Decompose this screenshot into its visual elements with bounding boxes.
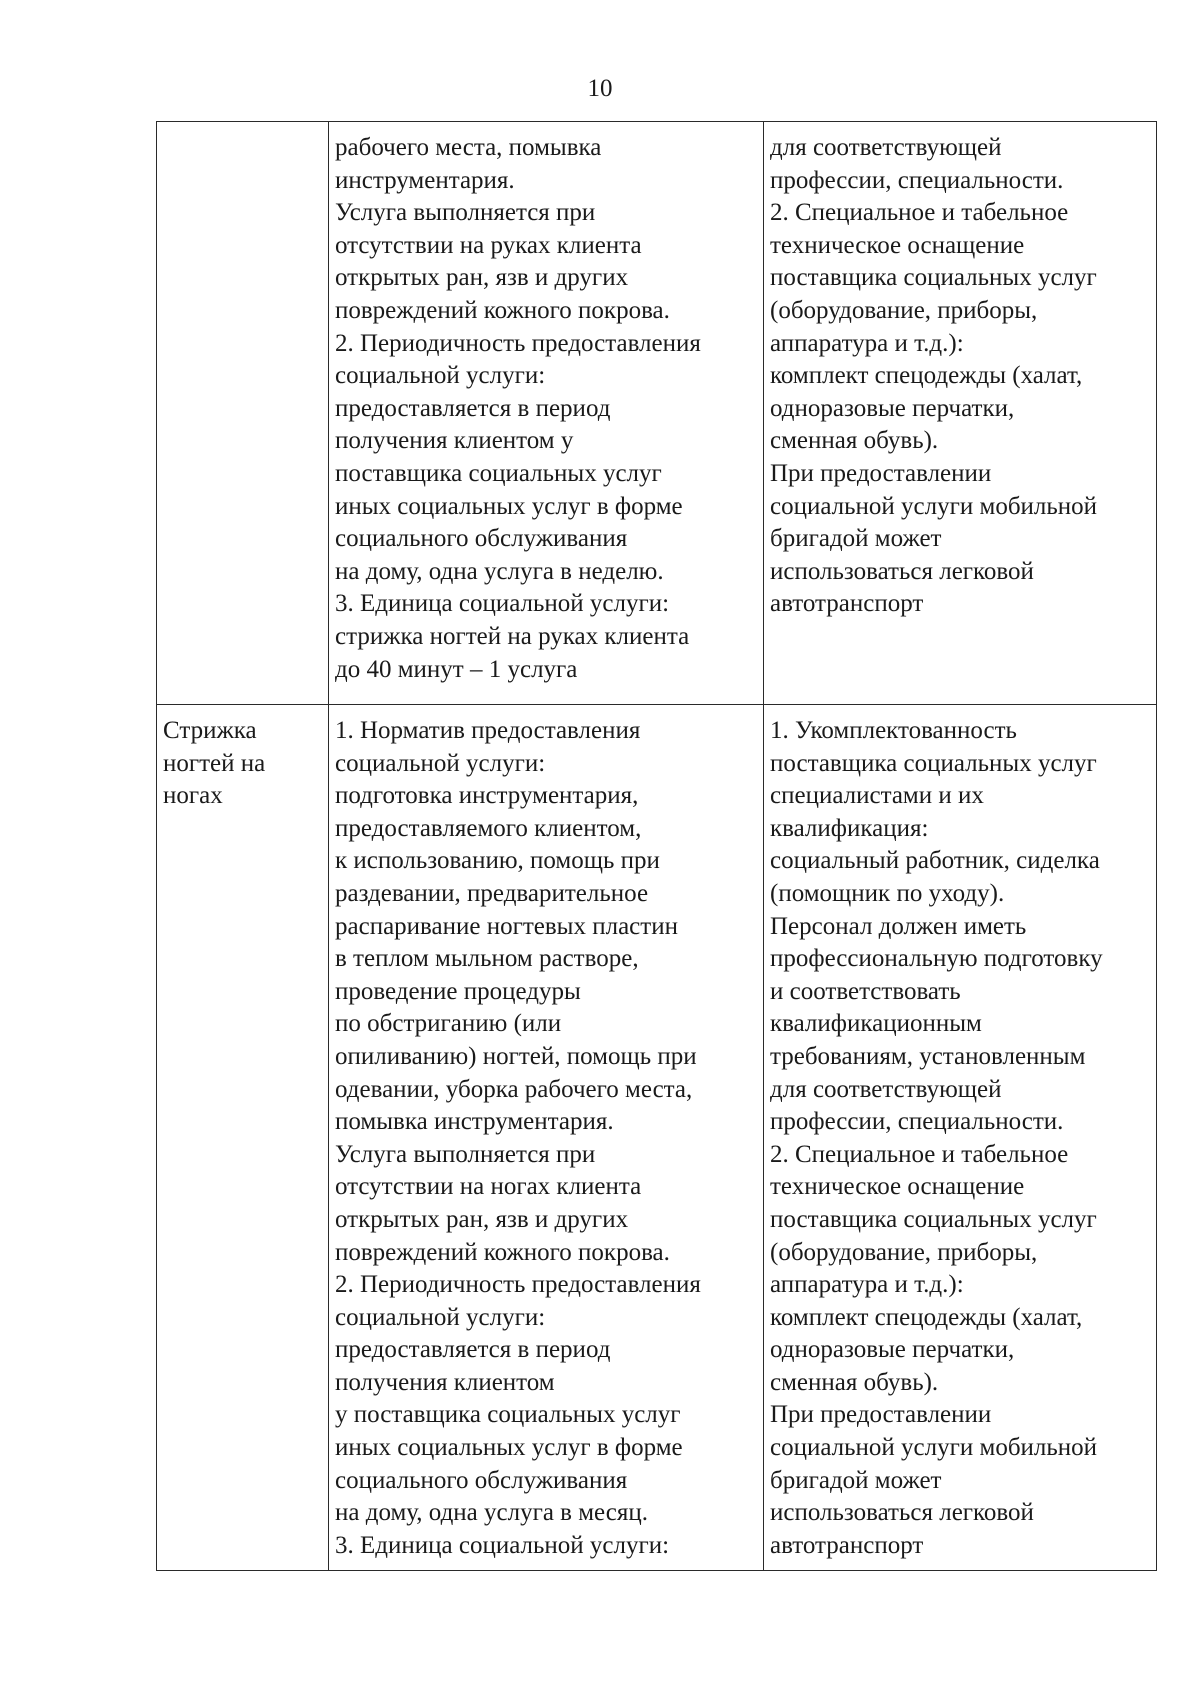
service-name-cell [157,705,329,1571]
text-line: техническое оснащение [770,1173,1025,1201]
text-line: на дому, одна услуга в месяц. [335,1499,649,1527]
text-line: профессиональную подготовку [770,945,1103,973]
text-line: для соответствующей [770,1075,1002,1103]
text-line: социального обслуживания [335,525,628,553]
text-line: бригадой может [770,1466,942,1494]
text-line: раздевании, предварительное [335,879,649,907]
text-line: (помощник по уходу). [770,879,1005,907]
text-line: поставщика социальных услуг [770,1205,1097,1233]
text-line: использоваться легковой [770,557,1034,585]
text-line: требованиям, установленным [770,1042,1086,1070]
text-line: 3. Единица социальной услуги: [335,590,670,618]
conditions-cell [764,122,1157,705]
text-line: предоставляется в период [335,394,611,422]
text-line: 2. Специальное и табельное [770,199,1069,227]
table-row [157,122,1157,705]
standard-cell [329,705,764,1571]
services-table [156,121,1157,1571]
text-line: комплект спецодежды (халат, [770,362,1083,390]
text-line: и соответствовать [770,977,961,1005]
conditions-text [770,715,1152,1562]
text-line: к использованию, помощь при [335,847,660,875]
text-line: поставщика социальных услуг [335,459,662,487]
text-line: повреждений кожного покрова. [335,296,670,324]
text-line: использоваться легковой [770,1499,1034,1527]
text-line: При предоставлении [770,459,992,487]
text-line: автотранспорт [770,1531,924,1559]
text-line: одноразовые перчатки, [770,1336,1015,1364]
text-line: квалификация: [770,814,929,842]
text-line: поставщика социальных услуг [770,264,1097,292]
text-line: помывка инструментария. [335,1108,614,1136]
text-line: комплект спецодежды (халат, [770,1303,1083,1331]
standard-text [335,132,759,686]
text-line: 2. Специальное и табельное [770,1140,1069,1168]
text-line: социальной услуги: [335,362,546,390]
text-line: 1. Укомплектованность [770,717,1017,744]
text-line: Стрижка [163,717,257,744]
text-line: (оборудование, приборы, [770,296,1038,324]
text-line: 3. Единица социальной услуги: [335,1531,670,1559]
text-line: предоставляется в период [335,1336,611,1364]
text-line: 1. Норматив предоставления [335,717,641,744]
text-line: 2. Периодичность предоставления [335,329,701,357]
text-line: ногах [163,782,223,810]
text-line: поставщика социальных услуг [770,749,1097,777]
text-line: профессии, специальности. [770,1108,1064,1136]
conditions-text [770,132,1152,621]
text-line: по обстриганию (или [335,1010,562,1038]
text-line: техническое оснащение [770,231,1025,259]
text-line: у поставщика социальных услуг [335,1401,681,1429]
text-line: социальной услуги: [335,1303,546,1331]
text-line: социальный работник, сиделка [770,847,1100,875]
text-line: до 40 минут – 1 услуга [335,655,578,683]
text-line: аппаратура и т.д.): [770,1271,964,1299]
text-line: в теплом мыльном растворе, [335,945,639,973]
text-line: При предоставлении [770,1401,992,1429]
text-line: профессии, специальности. [770,166,1064,194]
text-line: аппаратура и т.д.): [770,329,964,357]
text-line: иных социальных услуг в форме [335,1434,683,1462]
text-line: сменная обувь). [770,1368,939,1396]
standard-cell [329,122,764,705]
text-line: Услуга выполняется при [335,1140,596,1168]
text-line: (оборудование, приборы, [770,1238,1038,1266]
text-line: открытых ран, язв и других [335,264,629,292]
text-line: инструментария. [335,166,515,194]
text-line: одевании, уборка рабочего места, [335,1075,693,1103]
page-number: 10 [587,75,613,102]
text-line: стрижка ногтей на руках клиента [335,622,690,650]
text-line: проведение процедуры [335,977,581,1005]
standard-text [335,715,759,1562]
text-line: ногтей на [163,749,266,777]
text-line: для соответствующей [770,134,1002,161]
text-line: автотранспорт [770,590,924,618]
text-line: социальной услуги мобильной [770,492,1098,520]
text-line: сменная обувь). [770,427,939,455]
conditions-cell [764,705,1157,1571]
text-line: специалистами и их [770,782,984,810]
text-line: Персонал должен иметь [770,912,1027,940]
text-line: на дому, одна услуга в неделю. [335,557,664,585]
text-line: социальной услуги: [335,749,546,777]
text-line: квалификационным [770,1010,982,1038]
text-line: получения клиентом у [335,427,574,455]
text-line: получения клиентом [335,1368,555,1396]
text-line: повреждений кожного покрова. [335,1238,670,1266]
text-line: бригадой может [770,525,942,553]
table-row [157,705,1157,1571]
text-line: опиливанию) ногтей, помощь при [335,1042,697,1070]
text-line: 2. Периодичность предоставления [335,1271,701,1299]
text-line: распаривание ногтевых пластин [335,912,678,940]
text-line: иных социальных услуг в форме [335,492,683,520]
text-line: подготовка инструментария, [335,782,639,810]
text-line: предоставляемого клиентом, [335,814,642,842]
text-line: социального обслуживания [335,1466,628,1494]
text-line: социальной услуги мобильной [770,1434,1098,1462]
service-name-text [163,715,324,813]
text-line: отсутствии на ногах клиента [335,1173,642,1201]
text-line: отсутствии на руках клиента [335,231,642,259]
text-line: открытых ран, язв и других [335,1205,629,1233]
service-name-cell [157,122,329,705]
text-line: Услуга выполняется при [335,199,596,227]
text-line: рабочего места, помывка [335,134,602,161]
text-line: одноразовые перчатки, [770,394,1015,422]
